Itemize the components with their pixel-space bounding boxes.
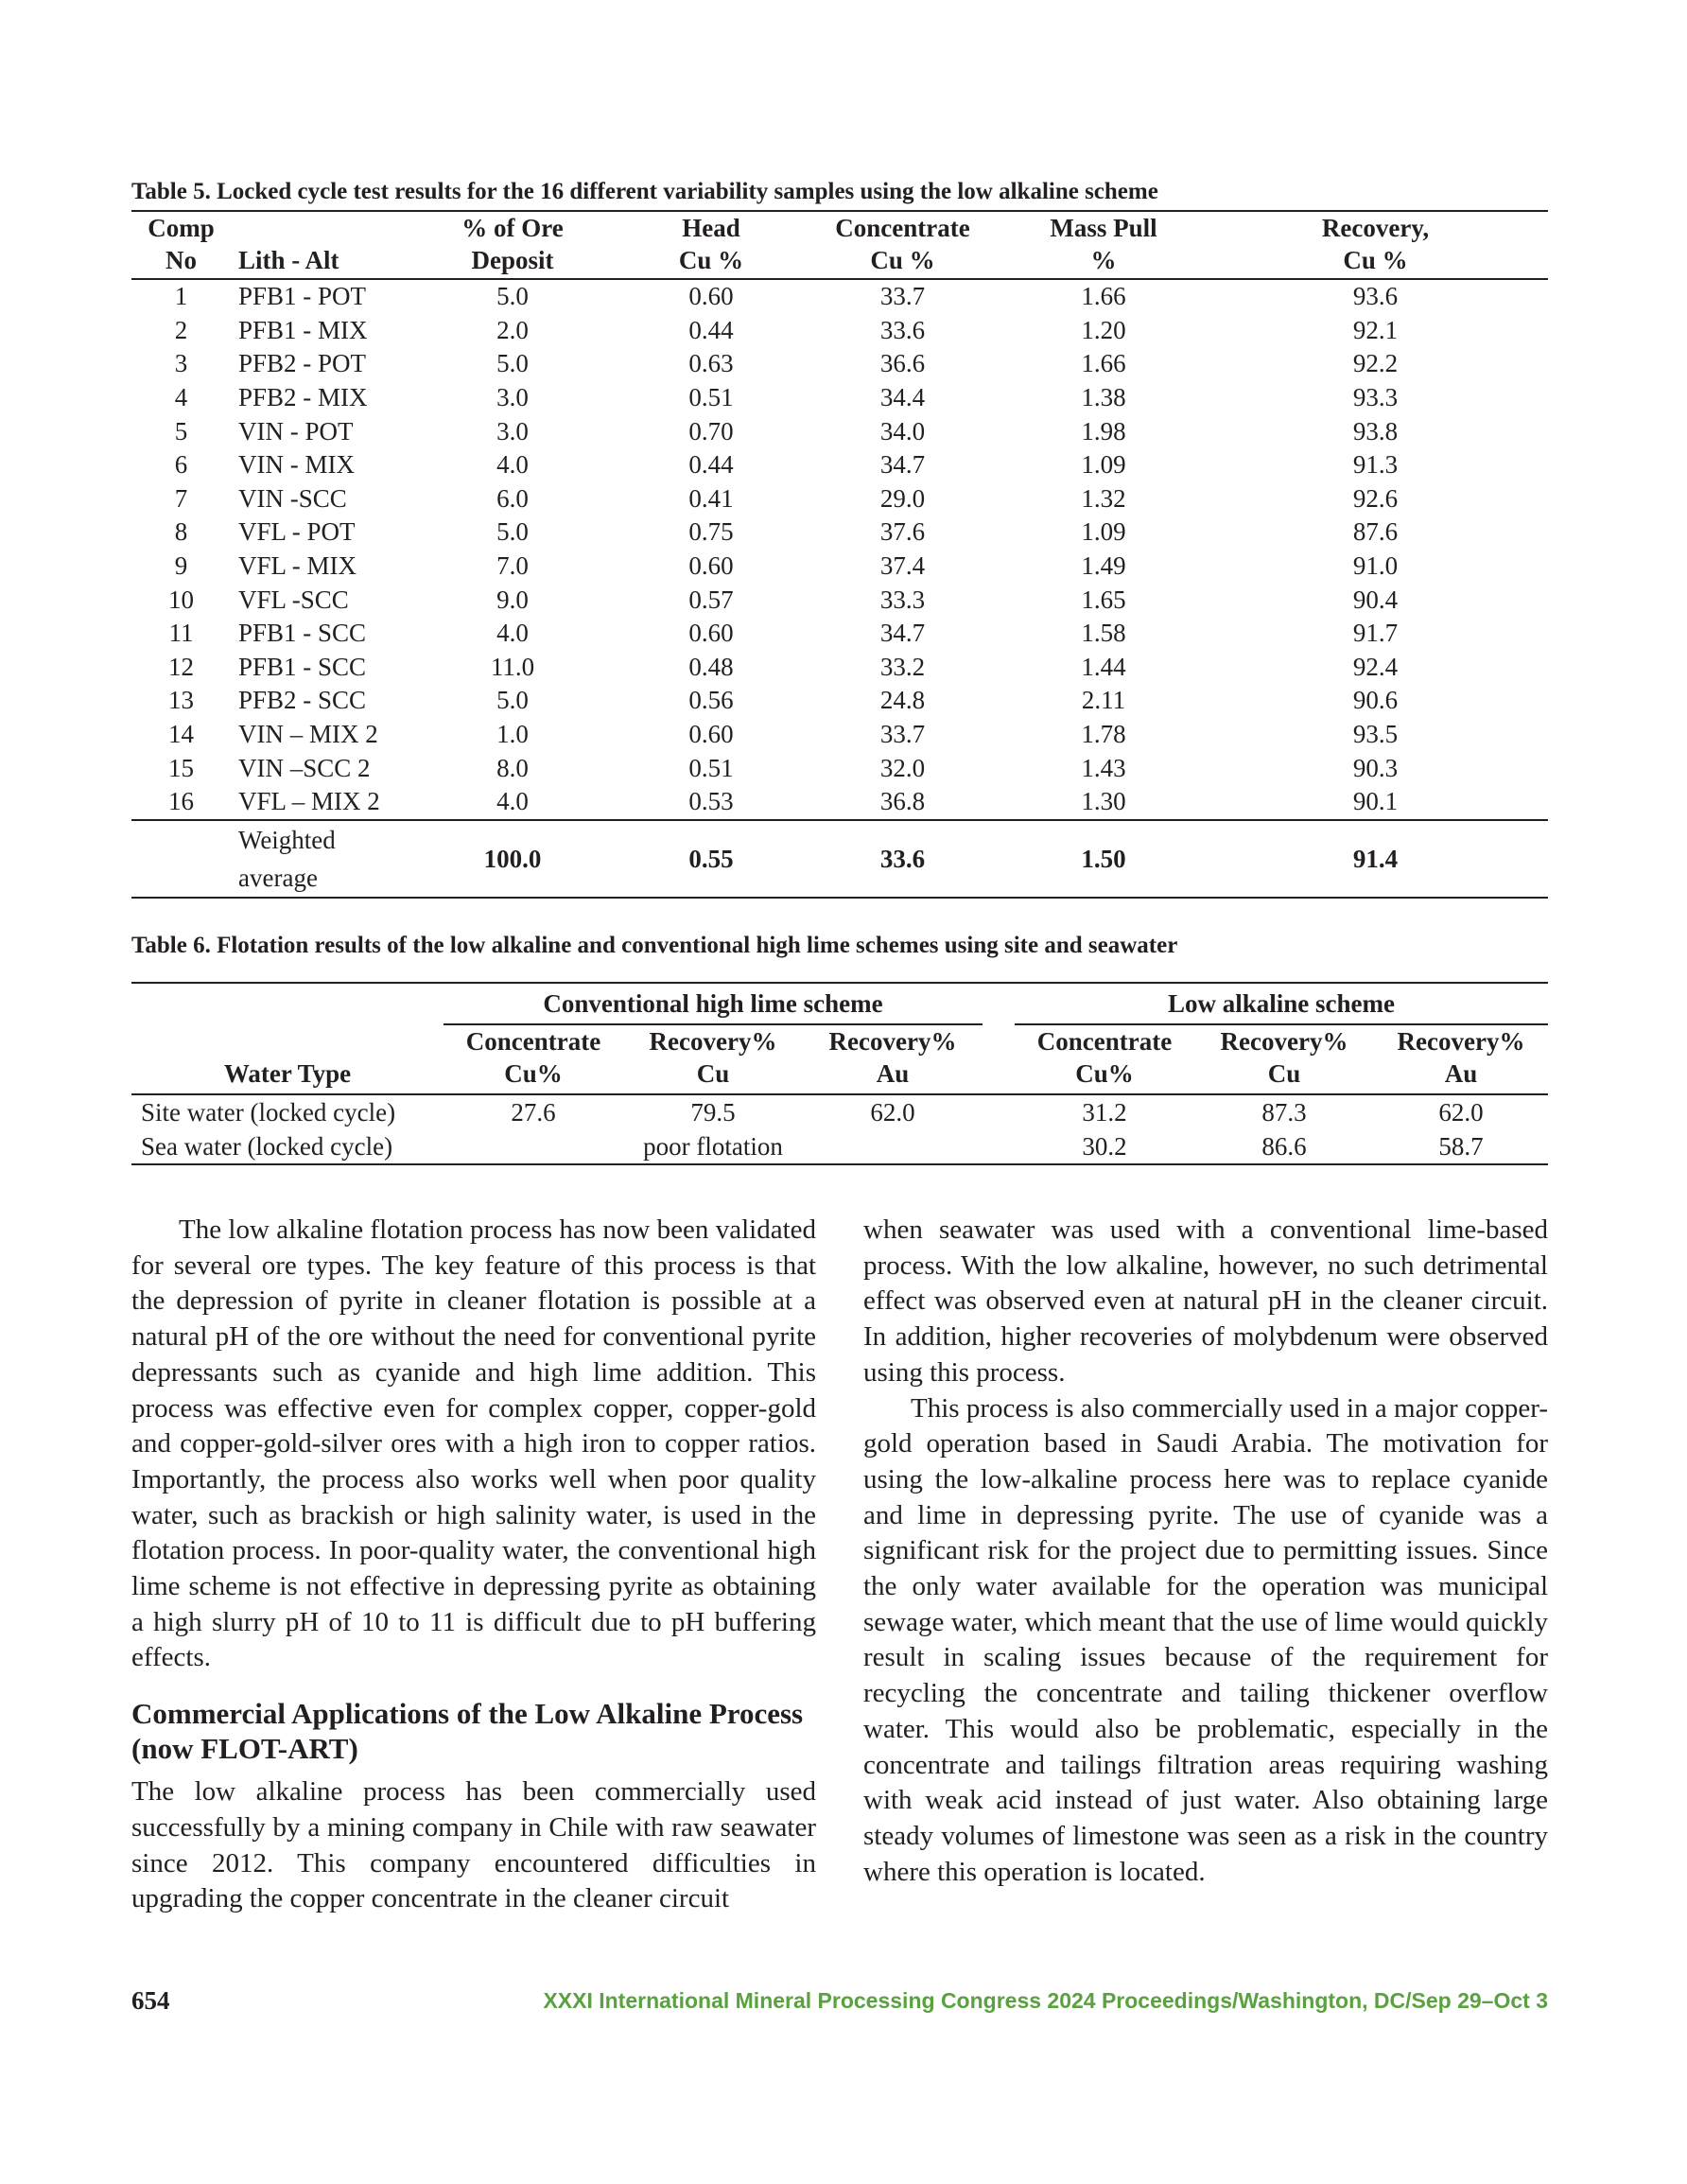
recovery-cu-cell: 90.4 — [1352, 585, 1399, 614]
head-cu-cell: 0.48 — [688, 652, 734, 681]
lith-alt-cell: PFB1 - SCC — [238, 619, 367, 648]
ore-deposit-cell: 1.0 — [496, 720, 529, 749]
head-cu-cell: 0.70 — [688, 416, 734, 446]
lith-alt-cell: VFL - MIX — [238, 551, 357, 581]
comp-no-cell: 15 — [168, 753, 194, 782]
comp-no-cell: 3 — [174, 349, 188, 378]
ore-deposit-cell: 5.0 — [496, 282, 529, 311]
lith-alt-cell: VIN –SCC 2 — [238, 753, 371, 782]
head-cu-cell: 0.44 — [688, 450, 734, 480]
mass-pull-cell: 1.43 — [1081, 753, 1126, 782]
mass-pull-cell: 1.49 — [1081, 551, 1126, 581]
head-cu-cell: 0.41 — [688, 483, 734, 513]
low-concentrate-cell: 30.2 — [1082, 1132, 1127, 1161]
recovery-cu-cell: 87.6 — [1352, 517, 1399, 547]
col-header-low-concentrate: Concentrate Cu% — [1036, 1027, 1173, 1088]
comp-no-cell: 8 — [174, 517, 188, 547]
recovery-cu-cell: 92.6 — [1352, 483, 1399, 513]
recovery-cu-cell: 91.3 — [1352, 450, 1399, 480]
section-heading: Commercial Applications of the Low Alkaline Process (now FLOT-ART) — [131, 1697, 804, 1766]
concentrate-cu-cell: 33.2 — [879, 652, 926, 681]
lith-alt-cell: PFB2 - SCC — [238, 686, 367, 715]
mass-pull-cell: 1.20 — [1081, 315, 1126, 344]
concentrate-cu-cell: 34.7 — [879, 450, 926, 480]
table6-row-sea-water — [131, 1129, 1548, 1164]
body-left-column — [131, 1213, 816, 1917]
lith-alt-cell: PFB1 - POT — [238, 282, 367, 311]
concentrate-cu-cell: 34.0 — [879, 416, 926, 446]
concentrate-cu-cell: 29.0 — [879, 483, 926, 513]
table-row — [131, 785, 1548, 820]
ore-deposit-cell: 2.0 — [496, 315, 529, 344]
body-paragraph: when seawater was used with a conventional lime-based process. With the low alkaline, however, no such detrimental effect was observed even at natural pH in the cleaner circuit. In addition, higher recoveries of molybdenum were observed using this process. — [863, 1214, 1548, 1388]
table6-header-row — [131, 1024, 1548, 1094]
head-cu-cell: 0.53 — [688, 787, 734, 816]
page-footer — [131, 1986, 1548, 2020]
concentrate-cu-cell: 37.4 — [879, 551, 926, 581]
recovery-cu-cell: 92.2 — [1352, 349, 1399, 378]
table-row — [131, 718, 1548, 752]
low-concentrate-cell: 31.2 — [1082, 1098, 1127, 1127]
comp-no-cell: 10 — [168, 585, 194, 614]
table5-title: Table 5. Locked cycle test results for the 16 different variability samples using the low alkaline scheme — [131, 179, 1158, 204]
table5 — [131, 210, 1548, 899]
comp-no-cell: 6 — [174, 450, 188, 480]
recovery-cu-cell: 91.7 — [1352, 619, 1399, 648]
comp-no-cell: 16 — [168, 787, 194, 816]
lith-alt-cell: PFB1 - MIX — [238, 315, 368, 344]
col-header-low-recovery-au: Recovery% Au — [1397, 1027, 1525, 1088]
head-cu-cell: 0.56 — [688, 686, 734, 715]
recovery-cu-cell: 92.1 — [1352, 315, 1399, 344]
table-row — [131, 751, 1548, 785]
concentrate-cu-cell: 37.6 — [879, 517, 926, 547]
group-low-alkaline: Low alkaline scheme — [1015, 983, 1548, 1024]
lith-alt-cell: VIN – MIX 2 — [238, 720, 378, 749]
lith-alt-cell: PFB2 - POT — [238, 349, 367, 378]
head-cu-cell: 0.60 — [688, 619, 734, 648]
weighted-average-label: Weighted average — [238, 825, 336, 892]
concentrate-cu-cell: 33.3 — [879, 585, 926, 614]
concentrate-cu-cell: 33.6 — [879, 315, 926, 344]
ore-deposit-cell: 9.0 — [496, 585, 529, 614]
concentrate-cu-cell: 24.8 — [879, 686, 926, 715]
ore-deposit-cell: 11.0 — [490, 652, 535, 681]
mass-pull-cell: 1.09 — [1081, 517, 1126, 547]
table-row — [131, 617, 1548, 651]
table-row — [131, 515, 1548, 550]
conv-recovery-au-cell: 62.0 — [870, 1098, 915, 1127]
mass-pull-cell: 1.65 — [1081, 585, 1126, 614]
weighted-average-head: 0.55 — [688, 844, 734, 873]
lith-alt-cell: PFB2 - MIX — [238, 383, 368, 412]
body-paragraph: The low alkaline flotation process has now been validated for several ore types. The key feature of this process is that the depression of pyrite in cleaner flotation is possible at a natural pH of the ore without the need for conventional pyrite depressants such as cyanide and high lime addition. This process was effective even for complex copper, copper-gold and copper-gold-silver ores with a high iron to copper ratios. Importantly, the process also works well when poor quality water, such as brackish or high salinity water, is used in the flotation process. In poor-quality water, the conventional high lime scheme is not effective in depressing pyrite as obtaining a high slurry pH of 10 to 11 is difficult due to pH buffering effects. — [131, 1214, 816, 1673]
comp-no-cell: 2 — [174, 315, 188, 344]
concentrate-cu-cell: 36.8 — [879, 787, 926, 816]
recovery-cu-cell: 93.3 — [1352, 383, 1399, 412]
ore-deposit-cell: 8.0 — [496, 753, 529, 782]
recovery-cu-cell: 91.0 — [1352, 551, 1399, 581]
lith-alt-cell: VIN -SCC — [238, 483, 347, 513]
mass-pull-cell: 2.11 — [1081, 686, 1126, 715]
page-number: 654 — [131, 1986, 170, 2015]
comp-no-cell: 13 — [168, 686, 194, 715]
mass-pull-cell: 1.09 — [1081, 450, 1126, 480]
lith-alt-cell: VIN - MIX — [238, 450, 355, 480]
head-cu-cell: 0.63 — [688, 349, 734, 378]
ore-deposit-cell: 5.0 — [496, 686, 529, 715]
weighted-average-mass: 1.50 — [1081, 844, 1126, 873]
head-cu-cell: 0.57 — [688, 585, 734, 614]
table-row — [131, 684, 1548, 718]
recovery-cu-cell: 90.1 — [1352, 787, 1399, 816]
col-header-head-cu: Head Cu % — [678, 214, 744, 274]
ore-deposit-cell: 3.0 — [496, 416, 529, 446]
lith-alt-cell: VFL - POT — [238, 517, 356, 547]
mass-pull-cell: 1.66 — [1081, 349, 1126, 378]
col-header-water-type: Water Type — [223, 1059, 352, 1088]
group-conventional-high-lime: Conventional high lime scheme — [443, 983, 983, 1024]
table-row — [131, 279, 1548, 314]
table-row — [131, 347, 1548, 381]
concentrate-cu-cell: 33.7 — [879, 720, 926, 749]
head-cu-cell: 0.44 — [688, 315, 734, 344]
ore-deposit-cell: 3.0 — [496, 383, 529, 412]
table-row — [131, 414, 1548, 448]
col-header-ore-deposit: % of Ore Deposit — [461, 214, 564, 274]
col-header-conv-recovery-au: Recovery% Au — [828, 1027, 957, 1088]
conv-poor-flotation-note: poor flotation — [643, 1132, 783, 1161]
ore-deposit-cell: 7.0 — [496, 551, 529, 581]
table5-header-row — [131, 211, 1548, 279]
col-header-recovery-cu: Recovery, Cu % — [1321, 214, 1430, 274]
col-header-concentrate-cu: Concentrate Cu % — [835, 214, 970, 274]
mass-pull-cell: 1.58 — [1081, 619, 1126, 648]
mass-pull-cell: 1.66 — [1081, 282, 1126, 311]
body-right-column — [863, 1213, 1548, 1890]
comp-no-cell: 4 — [174, 383, 188, 412]
concentrate-cu-cell: 33.7 — [879, 282, 926, 311]
ore-deposit-cell: 4.0 — [496, 787, 529, 816]
recovery-cu-cell: 90.3 — [1352, 753, 1399, 782]
concentrate-cu-cell: 34.4 — [879, 383, 926, 412]
head-cu-cell: 0.51 — [688, 383, 734, 412]
table-row — [131, 651, 1548, 685]
lith-alt-cell: PFB1 - SCC — [238, 652, 367, 681]
ore-deposit-cell: 5.0 — [496, 349, 529, 378]
table5-weighted-average-row — [131, 820, 1548, 898]
comp-no-cell: 14 — [168, 720, 194, 749]
head-cu-cell: 0.60 — [688, 282, 734, 311]
low-recovery-cu-cell: 86.6 — [1261, 1132, 1307, 1161]
recovery-cu-cell: 93.5 — [1352, 720, 1399, 749]
water-type-cell: Sea water (locked cycle) — [141, 1132, 393, 1161]
comp-no-cell: 7 — [174, 483, 188, 513]
concentrate-cu-cell: 34.7 — [879, 619, 926, 648]
body-paragraph: This process is also commercially used in a major copper-gold operation based in Saudi Arabia. The motivation for using the low-alkaline process here was to replace cyanide and lime in depressing pyrite. The use of cyanide was a significant risk for the project due to permitting issues. Since the only water available for the operation was municipal sewage water, which meant that the use of lime would quickly result in scaling issues because of the requirement for recycling the concentrate and tailing thickener overflow water. This would also be problematic, especially in the concentrate and tailings filtration areas requiring washing with weak acid instead of just water. Also obtaining large steady volumes of limestone was seen as a risk in the country where this operation is located. — [863, 1392, 1548, 1887]
head-cu-cell: 0.51 — [688, 753, 734, 782]
ore-deposit-cell: 4.0 — [496, 619, 529, 648]
mass-pull-cell: 1.38 — [1081, 383, 1126, 412]
col-header-mass-pull: Mass Pull % — [1050, 214, 1157, 274]
table-row — [131, 314, 1548, 348]
mass-pull-cell: 1.30 — [1081, 787, 1126, 816]
lith-alt-cell: VIN - POT — [238, 416, 354, 446]
table6 — [131, 982, 1548, 1165]
ore-deposit-cell: 4.0 — [496, 450, 529, 480]
head-cu-cell: 0.60 — [688, 720, 734, 749]
weighted-average-rec: 91.4 — [1352, 844, 1399, 873]
lith-alt-cell: VFL -SCC — [238, 585, 349, 614]
weighted-average-conc: 33.6 — [879, 844, 926, 873]
concentrate-cu-cell: 36.6 — [879, 349, 926, 378]
mass-pull-cell: 1.44 — [1081, 652, 1126, 681]
col-header-comp-no: Comp No — [148, 214, 215, 274]
recovery-cu-cell: 93.6 — [1352, 282, 1399, 311]
comp-no-cell: 9 — [174, 551, 188, 581]
recovery-cu-cell: 93.8 — [1352, 416, 1399, 446]
comp-no-cell: 1 — [174, 282, 188, 311]
table6-group-row — [131, 983, 1548, 1024]
col-header-lith-alt: Lith - Alt — [238, 246, 339, 274]
body-paragraph: The low alkaline process has been commercially used successfully by a mining company in Chile with raw seawater since 2012. This company encountered difficulties in upgrading the copper concentrate in the cleaner circuit — [131, 1776, 816, 1914]
col-header-conv-concentrate: Concentrate Cu% — [465, 1027, 601, 1088]
mass-pull-cell: 1.32 — [1081, 483, 1126, 513]
conv-concentrate-cell: 27.6 — [511, 1098, 556, 1127]
conv-recovery-cu-cell: 79.5 — [690, 1098, 736, 1127]
table6-row-site-water — [131, 1094, 1548, 1129]
table-row — [131, 381, 1548, 415]
col-header-conv-recovery-cu: Recovery% Cu — [649, 1027, 777, 1088]
ore-deposit-cell: 6.0 — [496, 483, 529, 513]
mass-pull-cell: 1.98 — [1081, 416, 1126, 446]
recovery-cu-cell: 90.6 — [1352, 686, 1399, 715]
table-row — [131, 448, 1548, 482]
low-recovery-au-cell: 58.7 — [1438, 1132, 1484, 1161]
conference-title: XXXI International Mineral Processing Congress 2024 Proceedings/Washington, DC/Sep 29–Oct 3 — [543, 1988, 1548, 2013]
weighted-average-ore: 100.0 — [483, 844, 542, 873]
low-recovery-cu-cell: 87.3 — [1261, 1098, 1307, 1127]
table-row — [131, 583, 1548, 617]
recovery-cu-cell: 92.4 — [1352, 652, 1399, 681]
table-row — [131, 482, 1548, 516]
head-cu-cell: 0.75 — [688, 517, 734, 547]
table-row — [131, 550, 1548, 584]
ore-deposit-cell: 5.0 — [496, 517, 529, 547]
water-type-cell: Site water (locked cycle) — [141, 1098, 396, 1127]
lith-alt-cell: VFL – MIX 2 — [238, 787, 380, 816]
comp-no-cell: 5 — [174, 416, 188, 446]
comp-no-cell: 11 — [168, 619, 194, 648]
mass-pull-cell: 1.78 — [1081, 720, 1126, 749]
low-recovery-au-cell: 62.0 — [1438, 1098, 1484, 1127]
concentrate-cu-cell: 32.0 — [879, 753, 926, 782]
table6-title: Table 6. Flotation results of the low alkaline and conventional high lime schemes using site and seawater — [131, 933, 1178, 958]
col-header-low-recovery-cu: Recovery% Cu — [1220, 1027, 1348, 1088]
head-cu-cell: 0.60 — [688, 551, 734, 581]
comp-no-cell: 12 — [168, 652, 194, 681]
